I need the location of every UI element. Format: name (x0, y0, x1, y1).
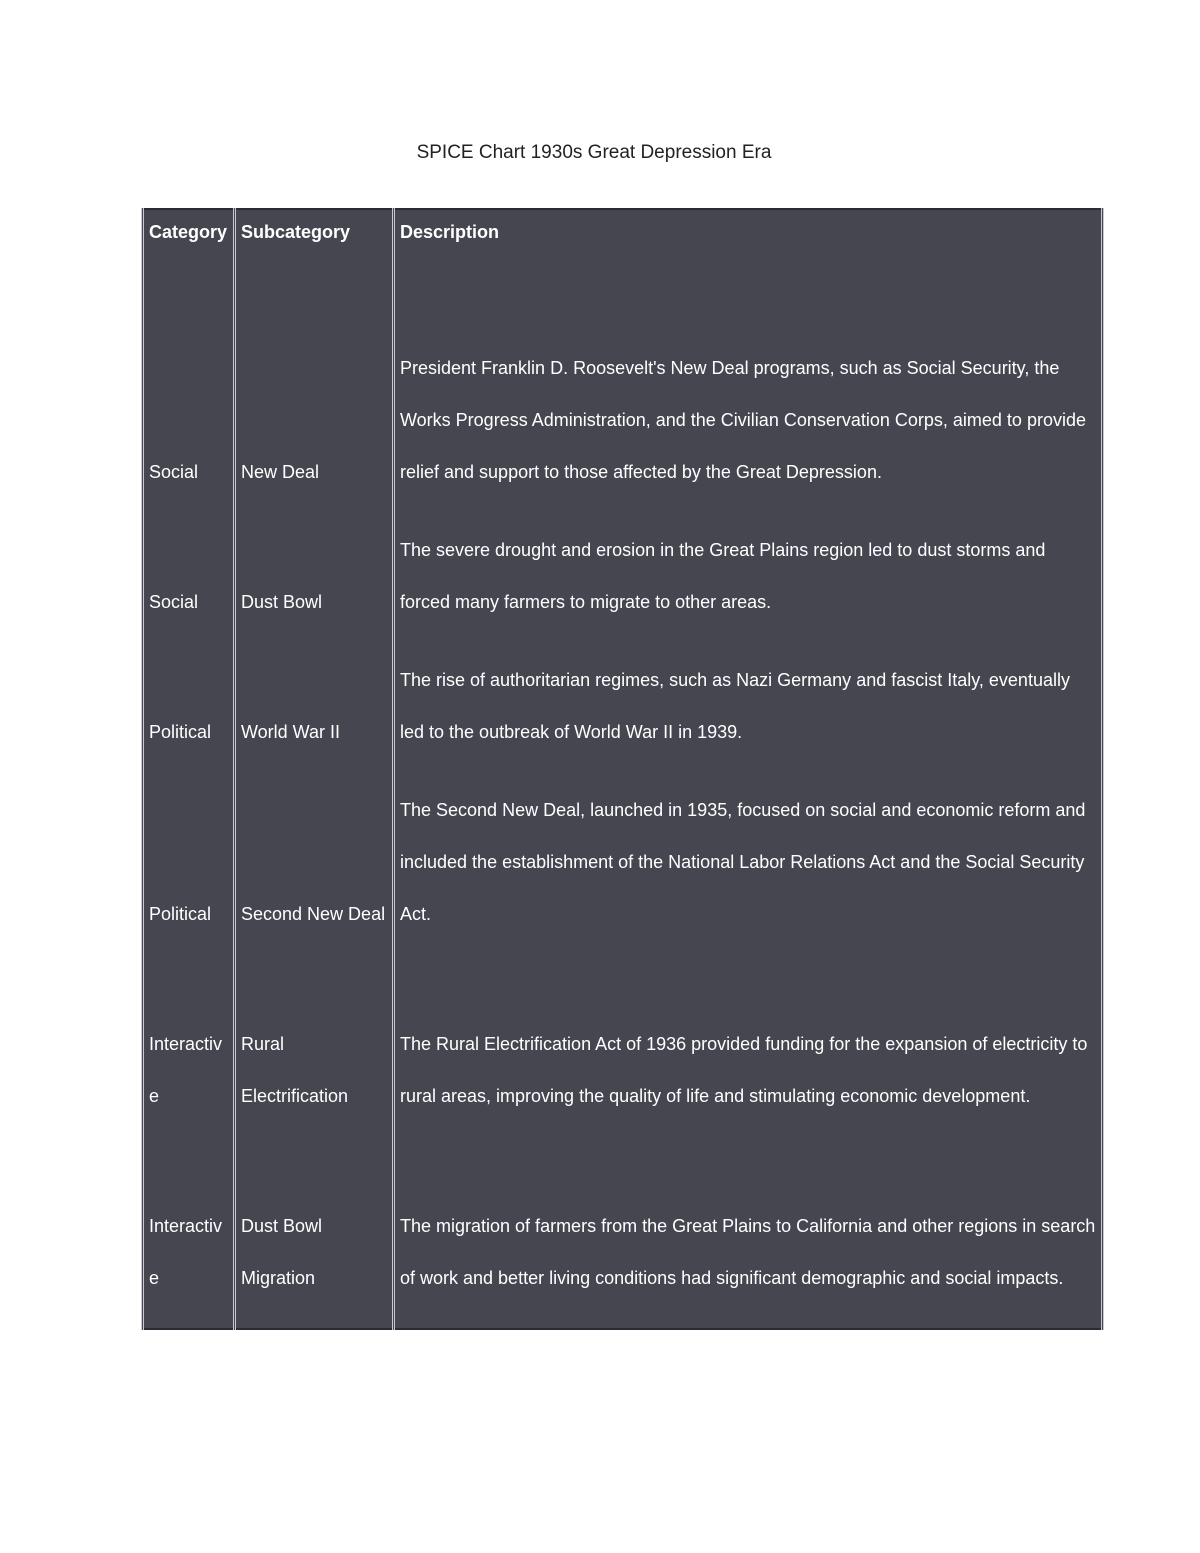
cell-subcategory: World War II (235, 652, 394, 782)
cell-description: The Second New Deal, launched in 1935, focused on social and economic reform and included the establishment of the National Labor Relations Act and the Social Security Act. (394, 782, 1103, 964)
cell-description: The migration of farmers from the Great Plains to California and other regions in search of work and better living conditions had significant demographic and social impacts. (394, 1146, 1103, 1329)
header-description: Description (394, 209, 1103, 288)
table-row (143, 1146, 1103, 1329)
table-row (143, 652, 1103, 782)
cell-subcategory: New Deal (235, 288, 394, 522)
cell-description: The severe drought and erosion in the Great Plains region led to dust storms and forced many farmers to migrate to other areas. (394, 522, 1103, 652)
cell-description: President Franklin D. Roosevelt's New Deal programs, such as Social Security, the Works Progress Administration, and the Civilian Conservation Corps, aimed to provide relief and support to those affected by the Great Depression. (394, 288, 1103, 522)
cell-subcategory: Second New Deal (235, 782, 394, 964)
page-title: SPICE Chart 1930s Great Depression Era (416, 142, 772, 163)
cell-category: Social (143, 288, 235, 522)
cell-category: Interactive (143, 1146, 235, 1329)
cell-subcategory: Dust Bowl Migration (235, 1146, 394, 1329)
table-header-row (143, 209, 1103, 288)
spice-chart-table (141, 208, 1104, 1330)
cell-subcategory: Dust Bowl (235, 522, 394, 652)
table-row (143, 522, 1103, 652)
table-row (143, 782, 1103, 964)
cell-subcategory: Rural Electrification (235, 964, 394, 1146)
cell-category: Political (143, 652, 235, 782)
table-row (143, 288, 1103, 522)
table-row (143, 964, 1103, 1146)
header-category: Category (143, 209, 235, 288)
cell-description: The Rural Electrification Act of 1936 provided funding for the expansion of electricity to rural areas, improving the quality of life and stimulating economic development. (394, 964, 1103, 1146)
cell-category: Political (143, 782, 235, 964)
cell-category: Interactive (143, 964, 235, 1146)
cell-category: Social (143, 522, 235, 652)
cell-description: The rise of authoritarian regimes, such as Nazi Germany and fascist Italy, eventually led to the outbreak of World War II in 1939. (394, 652, 1103, 782)
header-subcategory: Subcategory (235, 209, 394, 288)
